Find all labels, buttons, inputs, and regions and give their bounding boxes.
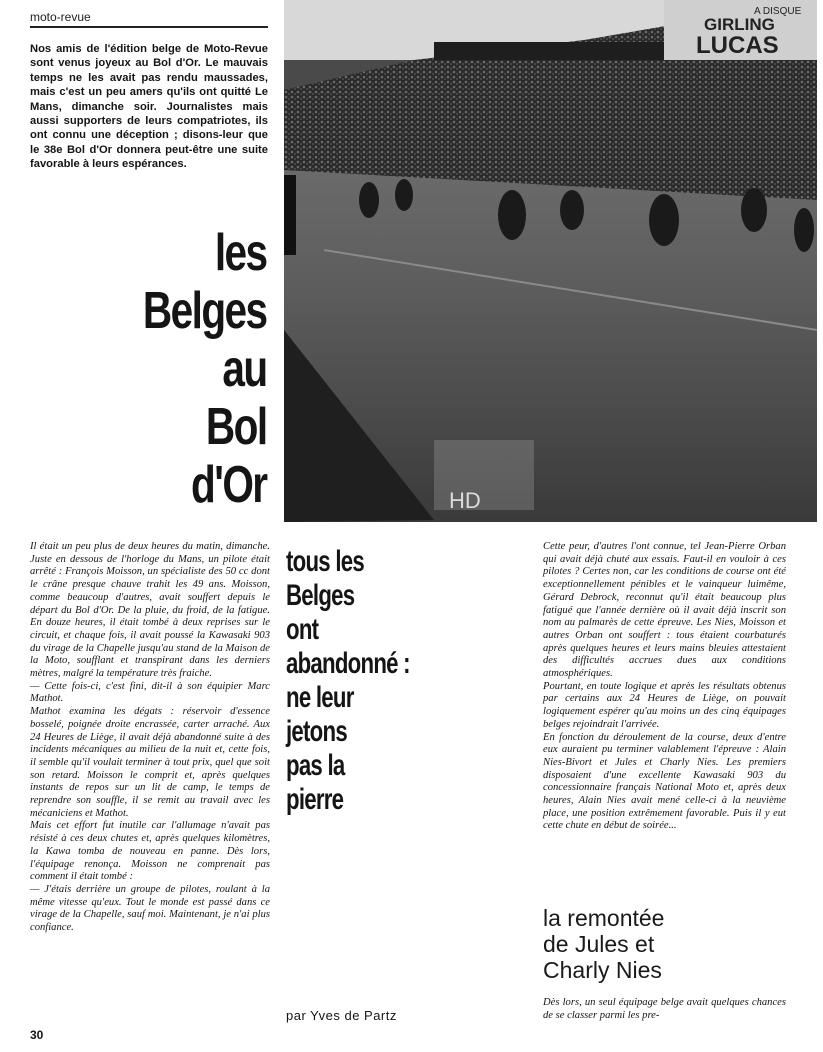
section-label: moto-revue: [30, 10, 91, 24]
subhead-line: pierre: [286, 783, 344, 816]
subhead-line: abandonné :: [286, 647, 410, 680]
paragraph: En fonction du déroulement de la course, deux d'entre eux auraient pu terminer valablement l'épreuve : Alain Nies-Bivort et Jules et Charly Nies. Les premiers disposaient d'une excellente Kawasaki 903 du concessionnaire français National Moto et, après deux heures, Alain Nies avait mené celle-ci à la neuvième place, une position extrêmement favorable. Puis il y eut cette chute en début de soirée...: [543, 731, 786, 832]
paragraph: Mathot examina les dégats : réservoir d'essence bosselé, poignée droite encrassée, carter arraché. Aux 24 Heures de Liège, il avait déjà abandonné suite à des incidents mécaniques au milieu de la nuit et, cette fois, il semble qu'il voulait terminer à tout prix, quel que soit son retard. Moisson le comprit et, après quelques instants de repos sur un lit de camp, le temps de reprendre son souffle, il se remit au travail avec les mécaniciens et Mathot.: [30, 706, 270, 819]
paragraph: — Cette fois-ci, c'est fini, dit-il à son équipier Marc Mathot.: [30, 680, 270, 705]
sign-girling: GIRLING: [704, 15, 775, 34]
sign-a-disque: A DISQUE: [754, 6, 802, 17]
header-rule: [30, 26, 268, 28]
paragraph: Mais cet effort fut inutile car l'allumage n'avait pas résisté à ces deux chutes et, après quelques kilomètres, la Kawa tomba de nouveau en panne. Dès lors, l'équipage renonça. Moisson ne comprenait pas comment il était tombé :: [30, 820, 270, 883]
subhead-line: jetons: [286, 715, 347, 748]
subhead-line: ont: [286, 613, 319, 646]
watermark-text: HD: [449, 488, 481, 513]
subhead: [286, 545, 410, 817]
subhead2-line: Charly Nies: [543, 957, 662, 983]
title-line: les: [215, 224, 267, 282]
race-photo: [284, 0, 817, 522]
paragraph: Cette peur, d'autres l'ont connue, tel Jean-Pierre Orban qui avait déjà chuté aux essais. Faut-il en vouloir à ces pilotes ? Certes non, car les conditions de course ont été exceptionnellement pénibles et le vainqueur luimême, Gérard Debrock, reconnut qu'il était beaucoup plus fatigué que l'année dernière où il avait déjà inscrit son nom au palmarès de cette épreuve. Les Nies, Moisson et autres Orban ont souffert : tous étaient courbaturés après quelques heures et leurs mains bleuies attestaient des difficultés accrues dues aux conditions atmosphériques.: [543, 541, 786, 680]
subhead-line: pas la: [286, 749, 345, 782]
subhead-line: tous les: [286, 545, 364, 578]
subhead2-line: de Jules et: [543, 931, 655, 957]
subhead-line: ne leur: [286, 681, 354, 714]
paragraph: Il était un peu plus de deux heures du matin, dimanche. Juste en dessous de l'horloge du Mans, un pilote était arrêté : François Moisson, un spécialiste des 50 cc dont le crâne presque chauve trahit les 49 ans. Moisson, comme beaucoup d'autres, avait souffert depuis le départ du Bol d'Or. De la pluie, du froid, de la fatigue. En douze heures, il était tombé à deux reprises sur le circuit, et chaque fois, il avait poussé la Kawasaki 903 du virage de la Chapelle jusqu'au stand de la Maison de la Moto, soufflant et transpirant dans les derniers mètres, malgré la température très fraiche.: [30, 541, 270, 680]
body-column-3: [543, 541, 786, 833]
title-line: d'Or: [191, 456, 267, 514]
subhead-line: Belges: [286, 579, 355, 612]
body-column-1: [30, 541, 270, 935]
title-line: Bol: [206, 398, 267, 456]
title-line: au: [222, 340, 267, 398]
paragraph: — J'étais derrière un groupe de pilotes, roulant à la même vitesse qu'eux. Tout le monde est passé dans ce virage de la Chapelle, sauf moi. Maintenant, je n'ai plus confiance.: [30, 883, 270, 934]
flag-marshal: [284, 175, 296, 255]
subhead2-line: la remontée: [543, 905, 665, 931]
paragraph: Pourtant, en toute logique et après les résultats obtenus par certains aux 24 Heures de Liège, on pouvait logiquement espérer qu'au moins un des cinq équipages belges rejoindrait l'arrivée.: [543, 680, 786, 730]
page-number: 30: [30, 1028, 44, 1042]
section-subhead: [543, 905, 664, 983]
article-title: [143, 224, 267, 514]
body-column-3b: Dès lors, un seul équipage belge avait quelques chances de se classer parmi les pre-: [543, 997, 786, 1021]
sign-lucas: LUCAS: [696, 32, 779, 59]
intro-paragraph: Nos amis de l'édition belge de Moto-Revue sont venus joyeux au Bol d'Or. Le mauvais temps ne les avait pas rendu maussades, mais c'est un peu amers qu'ils ont quitté Le Mans, dimanche soir. Journalistes mais aussi supporters de leurs compatriotes, ils ont connu une déception ; disons-leur que le 38e Bol d'Or donnera peut-être une suite favorable à leurs espérances.: [30, 43, 268, 171]
title-line: Belges: [143, 282, 267, 340]
byline: par Yves de Partz: [286, 1008, 397, 1023]
